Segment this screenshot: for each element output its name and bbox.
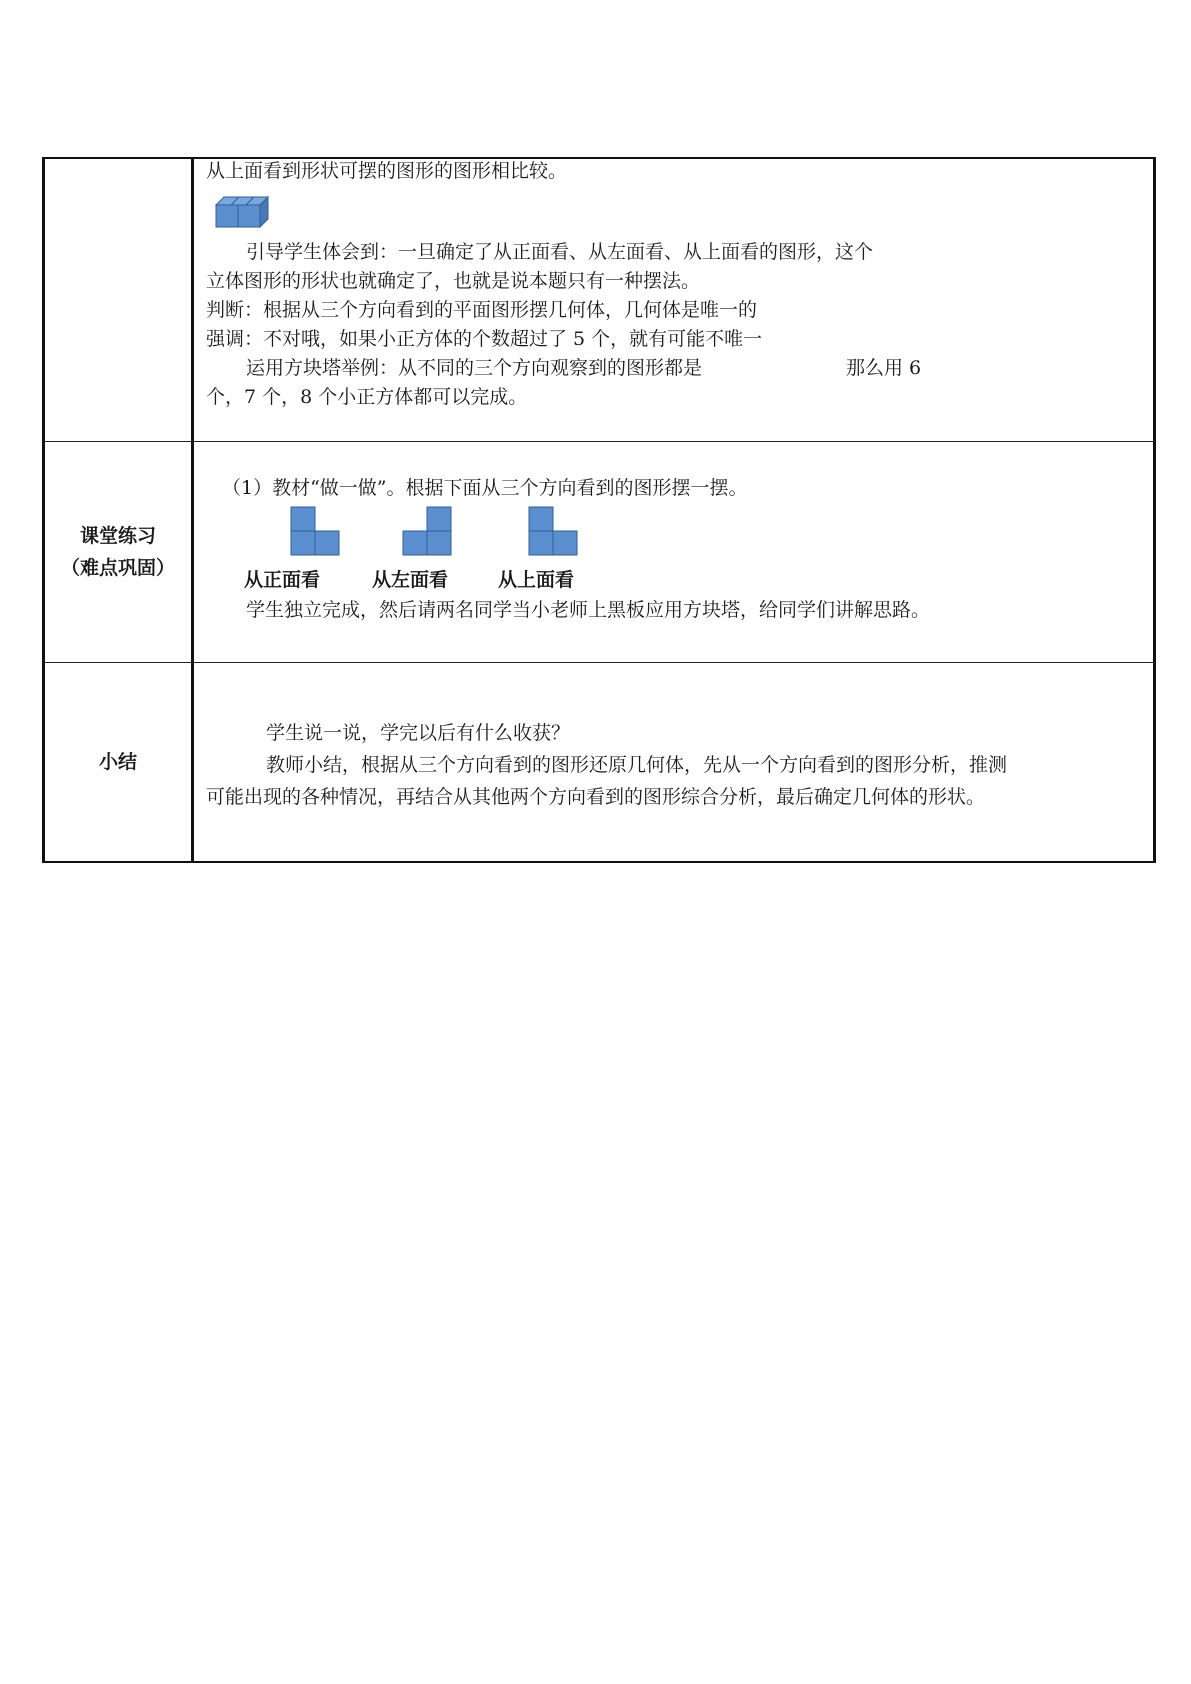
text-line: 学生独立完成，然后请两名同学当小老师上黑板应用方块塔，给同学们讲解思路。 — [246, 599, 931, 621]
left-view-figure — [402, 506, 454, 558]
content-cell — [193, 442, 1155, 663]
table-row — [44, 663, 1155, 863]
text-line: 判断：根据从三个方向看到的平面图形摆几何体，几何体是唯一的 — [206, 299, 758, 321]
front-view-figure — [290, 506, 342, 558]
label-line: 课堂练习 — [79, 525, 156, 547]
table-row — [44, 158, 1155, 442]
content-cell — [193, 158, 1155, 442]
text-line: 个，7 个，8 个小正方体都可以完成。 — [206, 386, 528, 408]
top-view-figure — [528, 506, 580, 558]
view-label-front: 从正面看 — [244, 569, 321, 591]
label-line: 小结 — [98, 751, 137, 773]
content-cell — [193, 663, 1155, 863]
text-line: 运用方块塔举例：从不同的三个方向观察到的图形都是 — [246, 357, 703, 379]
text-line: 可能出现的各种情况，再结合从其他两个方向看到的图形综合分析，最后确定几何体的形状。 — [206, 786, 986, 808]
cube-stack-figure — [212, 191, 274, 233]
row-label-summary — [44, 663, 193, 863]
text-line: 学生说一说，学完以后有什么收获？ — [266, 722, 571, 744]
text-line: 强调：不对哦，如果小正方体的个数超过了 5 个，就有可能不唯一 — [206, 328, 763, 350]
text-line: 教师小结，根据从三个方向看到的图形还原几何体，先从一个方向看到的图形分析，推测 — [266, 754, 1008, 776]
row-label-practice — [44, 442, 193, 663]
text-line: （1）教材“做一做”。根据下面从三个方向看到的图形摆一摆。 — [222, 477, 748, 499]
table-row — [44, 442, 1155, 663]
text-line: 从上面看到形状可摆的图形的图形相比较。 — [206, 160, 568, 182]
row-label-empty — [44, 158, 193, 442]
view-label-left: 从左面看 — [372, 569, 449, 591]
text-line: 那么用 6 — [846, 357, 922, 379]
label-line: （难点巩固） — [60, 557, 175, 579]
lesson-plan-table — [42, 157, 1156, 863]
text-line: 立体图形的形状也就确定了，也就是说本题只有一种摆法。 — [206, 270, 701, 292]
view-label-top: 从上面看 — [498, 569, 575, 591]
text-line: 引导学生体会到：一旦确定了从正面看、从左面看、从上面看的图形，这个 — [246, 241, 874, 263]
